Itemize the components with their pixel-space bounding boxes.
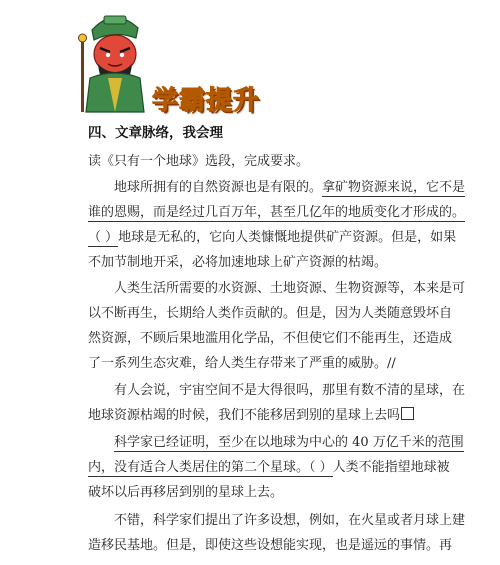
underlined-text: 内，没有适合人类居住的第二个星球。	[88, 460, 310, 475]
answer-blank[interactable]: （ ）	[88, 230, 119, 245]
text-line: 不加节制地开采，必将加速地球上矿产资源的枯竭。	[88, 255, 388, 270]
underlined-text: 拿矿物资源来说，它不是	[322, 180, 466, 195]
text-line: 以不断再生，长期给人类作贡献的。但是，因为人类随意毁坏自	[88, 306, 453, 321]
scholar-mascot-icon	[78, 8, 150, 116]
text-line: 地球资源枯竭的时候，我们不能移居到别的星球上去吗	[88, 403, 418, 428]
paragraph-4	[88, 430, 464, 505]
text-line: 有人会说，宇宙空间不是大得很吗，那里有数不清的星球，在	[114, 383, 466, 398]
text-line: 了一系列生态灾难，给人类生存带来了严重的威胁。//	[88, 356, 396, 371]
text-line	[88, 430, 464, 455]
paragraph-5	[88, 508, 466, 558]
paragraph-3	[88, 378, 466, 428]
text-line: 内，没有适合人类居住的第二个星球。（ ）人类不能指望地球被	[88, 460, 450, 475]
text-line	[88, 200, 466, 225]
text-line: 地球所拥有的自然资源也是有限的。拿矿物资源来说，它不是	[114, 180, 466, 195]
answer-blank[interactable]: （ ）	[309, 460, 333, 475]
answer-box[interactable]	[401, 407, 414, 420]
text-line: （ ）地球是无私的，它向人类慷慨地提供矿产资源。但是，如果	[88, 230, 457, 245]
paragraph-2	[88, 276, 466, 376]
underlined-text: 科学家已经证明，至少在以地球为中心的 40 万亿千米的范围	[114, 435, 464, 450]
text-line: 破坏以后再移居到别的星球上去。	[88, 485, 284, 500]
underlined-text: 谁的恩赐，而是经过几百万年，甚至几亿年的地质变化才形成的。	[88, 205, 466, 220]
text-line: 人类生活所需要的水资源、土地资源、生物资源等，本来是可	[114, 281, 466, 296]
text-line: 然资源，不顾后果地滥用化学品，不但使它们不能再生，还造成	[88, 331, 453, 346]
section-heading: 四、文章脉络，我会理	[88, 125, 223, 141]
banner-title: 学霸提升	[152, 86, 261, 116]
instruction: 读《只有一个地球》选段，完成要求。	[88, 154, 310, 169]
text-line: 造移民基地。但是，即使这些设想能实现，也是遥远的事情。再	[88, 538, 453, 553]
text-line: 不错，科学家们提出了许多设想，例如，在火星或者月球上建	[114, 513, 466, 528]
banner	[78, 8, 278, 120]
paragraph-1	[88, 175, 466, 275]
